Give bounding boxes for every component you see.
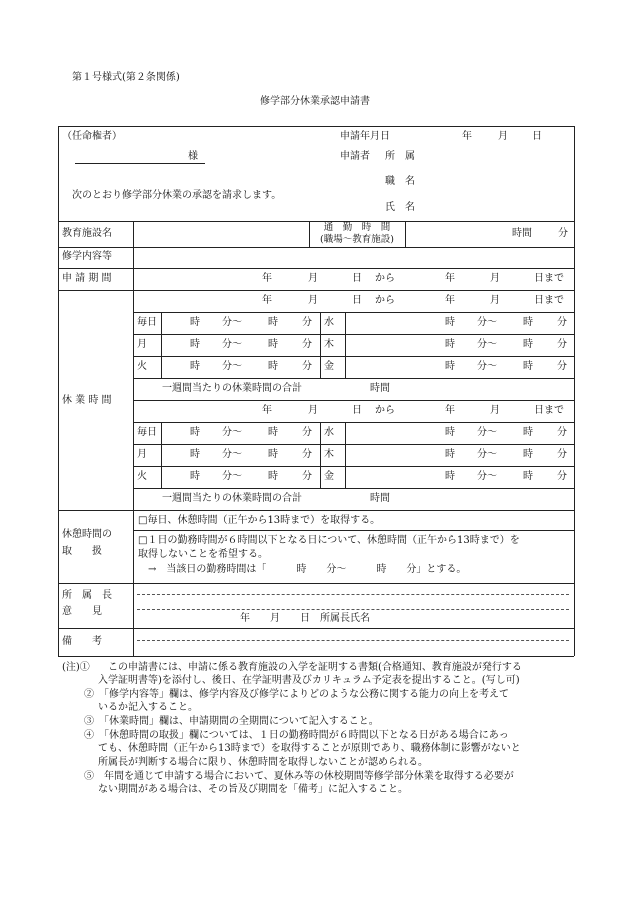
date-month: 月: [498, 131, 508, 142]
note-prefix: (注)①: [62, 662, 90, 673]
belong-label: 所 属: [385, 151, 415, 162]
day-mon: 月: [137, 449, 147, 460]
border-top: [58, 126, 574, 127]
note-3: ③ 「休業時間」欄は、申請期間の全期間について記入すること。: [84, 716, 379, 727]
row-line: [133, 530, 574, 531]
time-min-from: 分～: [477, 317, 497, 328]
day-thu: 木: [324, 449, 334, 460]
time-hour: 時: [190, 361, 200, 372]
break-option-2-line2: 取得しないことを希望する。: [138, 549, 268, 560]
row-line: [133, 356, 574, 357]
break-label-1: 休憩時間の: [62, 529, 112, 540]
period-year: 年: [262, 273, 272, 284]
border-right: [574, 126, 575, 656]
commute-hours: 時間: [512, 228, 532, 239]
commute-label-2: (職場～教育施設): [320, 234, 394, 245]
row-line: [58, 268, 574, 269]
dash-line: [137, 640, 569, 641]
weekly-total-label: 一週間当たりの休業時間の合計: [162, 493, 302, 504]
post-label: 職 名: [385, 176, 415, 187]
applicant-label: 申請者: [340, 151, 370, 162]
time-hour: 時: [268, 449, 278, 460]
time-min-from: 分～: [477, 449, 497, 460]
leave2-month: 月: [308, 405, 318, 416]
date-year: 年: [462, 131, 472, 142]
form-title: 修学部分休業承認申請書: [260, 96, 370, 107]
col-line: [405, 221, 406, 247]
remarks-label: 備 考: [62, 636, 102, 647]
period-from: から: [375, 273, 395, 284]
weekly-total-label: 一週間当たりの休業時間の合計: [162, 383, 302, 394]
day-everyday: 毎日: [137, 427, 157, 438]
time-hour: 時: [268, 471, 278, 482]
period-year-end: 年: [445, 273, 455, 284]
chief-label-2: 意 見: [62, 606, 102, 617]
day-tue: 火: [137, 471, 147, 482]
time-hour: 時: [190, 339, 200, 350]
period-to: 日まで: [534, 273, 564, 284]
time-min: 分: [557, 449, 567, 460]
col-line: [161, 422, 162, 488]
row-line: [58, 583, 574, 584]
period-label: 申 請 期 間: [62, 273, 112, 284]
time-hour: 時: [190, 449, 200, 460]
time-hour: 時: [523, 471, 533, 482]
break-option-1[interactable]: □毎日、休憩時間（正午から13時まで）を取得する。: [138, 515, 381, 526]
period-day: 日: [352, 273, 362, 284]
time-hour: 時: [523, 339, 533, 350]
time-hour: 時: [445, 361, 455, 372]
border-left: [58, 126, 59, 656]
time-min-from: 分～: [222, 427, 242, 438]
time-min: 分: [557, 427, 567, 438]
row-line: [133, 400, 574, 401]
break-option-2-hours: → 当該日の勤務時間は「 時 分～ 時 分」とする。: [148, 564, 467, 575]
day-fri: 金: [324, 361, 334, 372]
leave1-day: 日: [352, 295, 362, 306]
time-min: 分: [302, 427, 312, 438]
time-min: 分: [557, 471, 567, 482]
time-min-from: 分～: [222, 361, 242, 372]
note-4-line1: ④ 「休憩時間の取扱」欄については、１日の勤務時間が６時間以下となる日がある場合にあっ: [84, 730, 509, 741]
leave2-day: 日: [352, 405, 362, 416]
chief-label-1: 所 属 長: [62, 590, 112, 601]
day-fri: 金: [324, 471, 334, 482]
note-2-line1: ② 「修学内容等」欄は、修学内容及び修学によりどのような公務に関する能力の向上を考えて: [84, 689, 509, 700]
row-line: [133, 312, 574, 313]
time-min-from: 分～: [222, 339, 242, 350]
time-hour: 時: [268, 427, 278, 438]
time-min-from: 分～: [477, 427, 497, 438]
col-line: [345, 422, 346, 488]
row-line: [133, 444, 574, 445]
time-min-from: 分～: [222, 449, 242, 460]
time-min-from: 分～: [477, 339, 497, 350]
row-line: [133, 378, 574, 379]
leave2-from: から: [375, 405, 395, 416]
note-4-line3: 所属長が判断する場合に限り、休憩時間を取得しないことが認められる。: [98, 757, 428, 768]
day-tue: 火: [137, 361, 147, 372]
form-number: 第１号様式(第２条関係): [72, 72, 180, 83]
leave2-year: 年: [262, 405, 272, 416]
leave1-month: 月: [308, 295, 318, 306]
row-line: [58, 510, 574, 511]
time-hour: 時: [190, 317, 200, 328]
leave1-to: 日まで: [534, 295, 564, 306]
time-hour: 時: [523, 449, 533, 460]
period-month: 月: [308, 273, 318, 284]
dash-line: [137, 609, 569, 610]
time-min: 分: [302, 361, 312, 372]
col-line: [320, 422, 321, 488]
appointer-label: （任命権者）: [62, 131, 122, 142]
note-1-line1: この申請書には、申請に係る教育施設の入学を証明する書類(合格通知、教育施設が発行する: [98, 662, 522, 673]
content-label: 修学内容等: [62, 251, 112, 262]
facility-label: 教育施設名: [62, 228, 112, 239]
border-bottom: [58, 656, 574, 657]
time-min-from: 分～: [222, 317, 242, 328]
time-min: 分: [302, 317, 312, 328]
time-min: 分: [302, 471, 312, 482]
time-hour: 時: [190, 471, 200, 482]
col-line: [133, 221, 134, 656]
time-hour: 時: [523, 317, 533, 328]
day-wed: 水: [324, 427, 334, 438]
day-thu: 木: [324, 339, 334, 350]
day-wed: 水: [324, 317, 334, 328]
row-line: [58, 290, 574, 291]
leave2-month-end: 月: [490, 405, 500, 416]
weekly-total-hours: 時間: [370, 493, 390, 504]
break-option-2-line1[interactable]: □１日の勤務時間が６時間以下となる日について、休憩時間（正午から13時まで）を: [138, 535, 520, 546]
date-day: 日: [532, 131, 542, 142]
time-min: 分: [557, 339, 567, 350]
note-5-line1: ⑤ 年間を通じて申請する場合において、夏休み等の休校期間等修学部分休業を取得する必要が: [84, 771, 514, 782]
leave1-year: 年: [262, 295, 272, 306]
leave2-year-end: 年: [445, 405, 455, 416]
row-line: [133, 422, 574, 423]
time-hour: 時: [268, 361, 278, 372]
chief-signature-line: 年 月 日 所属長氏名: [240, 613, 370, 624]
time-hour: 時: [445, 427, 455, 438]
name-label: 氏 名: [385, 202, 415, 213]
time-min: 分: [557, 361, 567, 372]
row-line: [58, 247, 574, 248]
leave1-year-end: 年: [445, 295, 455, 306]
time-min-from: 分～: [477, 471, 497, 482]
row-line: [133, 334, 574, 335]
time-min-from: 分～: [222, 471, 242, 482]
note-2-line2: いるか記入すること。: [98, 702, 198, 713]
time-min: 分: [557, 317, 567, 328]
period-month-end: 月: [490, 273, 500, 284]
time-hour: 時: [523, 427, 533, 438]
appointer-name-line[interactable]: [75, 163, 205, 164]
col-line: [345, 312, 346, 378]
time-hour: 時: [523, 361, 533, 372]
day-everyday: 毎日: [137, 317, 157, 328]
time-hour: 時: [190, 427, 200, 438]
leave1-month-end: 月: [490, 295, 500, 306]
row-line: [133, 488, 574, 489]
time-hour: 時: [268, 339, 278, 350]
sama-label: 様: [188, 151, 198, 162]
time-hour: 時: [445, 471, 455, 482]
time-min: 分: [302, 449, 312, 460]
weekly-total-hours: 時間: [370, 383, 390, 394]
leave-hours-label: 休 業 時 間: [62, 395, 112, 406]
break-label-2: 取 扱: [62, 546, 102, 557]
row-line: [133, 466, 574, 467]
time-min: 分: [302, 339, 312, 350]
time-hour: 時: [445, 449, 455, 460]
note-4-line2: ても、休憩時間（正午から13時まで）を取得することが原則であり、職務体制に影響がないと: [98, 743, 521, 754]
day-mon: 月: [137, 339, 147, 350]
time-hour: 時: [445, 339, 455, 350]
apply-date-label: 申請年月日: [340, 131, 390, 142]
time-hour: 時: [445, 317, 455, 328]
leave1-from: から: [375, 295, 395, 306]
col-line: [161, 312, 162, 378]
request-text: 次のとおり修学部分休業の承認を請求します。: [72, 190, 282, 201]
col-line: [320, 312, 321, 378]
time-min-from: 分～: [477, 361, 497, 372]
dash-line: [137, 594, 569, 595]
commute-label-1: 通 勤 時 間: [323, 222, 391, 233]
note-1-line2: 入学証明書等)を添付し、後日、在学証明書及びカリキュラム予定表を提出すること。(写し可): [98, 675, 520, 686]
commute-minutes: 分: [558, 228, 568, 239]
row-line: [58, 628, 574, 629]
time-hour: 時: [268, 317, 278, 328]
note-5-line2: ない期間がある場合は、その旨及び期間を「備考」に記入すること。: [98, 784, 408, 795]
leave2-to: 日まで: [534, 405, 564, 416]
